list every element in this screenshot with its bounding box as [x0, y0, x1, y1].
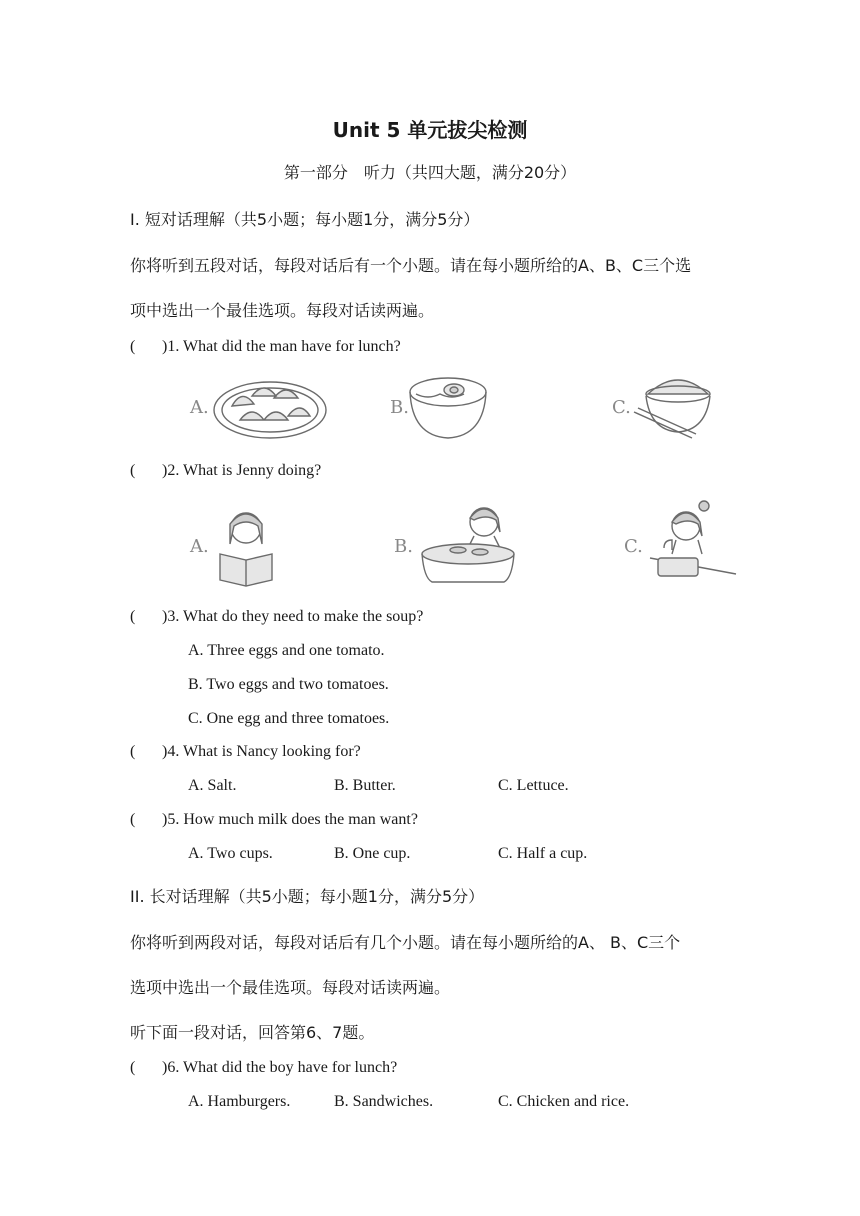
q3-option-a: A. Three eggs and one tomato. [188, 642, 385, 659]
q6-option-c: C. Chicken and rice. [498, 1093, 630, 1110]
answer-blank-open[interactable]: ( [130, 743, 136, 760]
dumplings-plate-icon [212, 376, 332, 442]
q5-option-a: A. Two cups. [188, 845, 273, 862]
rice-bowl-chopsticks-icon [634, 372, 724, 442]
q3-option-b: B. Two eggs and two tomatoes. [188, 676, 389, 693]
question-1-text: 1. What did the man have for lunch? [167, 338, 401, 355]
answer-blank-close: ) [162, 608, 168, 625]
section-2-instruction-line-2: 选项中选出一个最佳选项。每段对话读两遍。 [130, 978, 451, 997]
section-1-instruction-line-1: 你将听到五段对话，每段对话后有一个小题。请在每小题所给的A、B、C三个选 [130, 256, 692, 275]
answer-blank-open[interactable]: ( [130, 1059, 136, 1076]
part-subtitle: 第一部分 听力（共四大题，满分20分） [283, 163, 577, 182]
q5-option-c: C. Half a cup. [498, 845, 588, 862]
q6-option-a: A. Hamburgers. [188, 1093, 291, 1110]
question-1 [130, 338, 401, 356]
question-4 [130, 743, 361, 761]
q2-option-b-label: B. [394, 536, 413, 557]
question-2-text: 2. What is Jenny doing? [167, 462, 322, 479]
answer-blank-close: ) [162, 811, 168, 828]
section-2-instruction-line-1: 你将听到两段对话，每段对话后有几个小题。请在每小题所给的A、 B、C三个 [130, 933, 681, 952]
q3-option-c: C. One egg and three tomatoes. [188, 710, 390, 727]
q5-option-b: B. One cup. [334, 845, 411, 862]
q1-option-a-label: A. [190, 397, 209, 418]
answer-blank-close: ) [162, 1059, 168, 1076]
q1-option-b-label: B. [390, 397, 409, 418]
noodle-egg-bowl-icon [408, 372, 488, 442]
question-3 [130, 608, 423, 626]
answer-blank-close: ) [162, 743, 168, 760]
q4-option-a: A. Salt. [188, 777, 237, 794]
question-6 [130, 1059, 397, 1077]
question-2 [130, 462, 321, 480]
q6-option-b: B. Sandwiches. [334, 1093, 434, 1110]
answer-blank-close: ) [162, 338, 168, 355]
girl-reading-icon [214, 506, 278, 586]
q4-option-c: C. Lettuce. [498, 777, 569, 794]
page-title: Unit 5 单元拔尖检测 [332, 118, 528, 142]
section-2-sub-instruction: 听下面一段对话，回答第6、7题。 [130, 1023, 375, 1042]
question-4-text: 4. What is Nancy looking for? [167, 743, 361, 760]
section-1-heading: I. 短对话理解（共5小题；每小题1分，满分5分） [130, 210, 480, 229]
q4-option-b: B. Butter. [334, 777, 396, 794]
answer-blank-open[interactable]: ( [130, 811, 136, 828]
section-1-instruction-line-2: 项中选出一个最佳选项。每段对话读两遍。 [130, 301, 435, 320]
q2-option-a-label: A. [190, 536, 209, 557]
answer-blank-open[interactable]: ( [130, 338, 136, 355]
girl-washing-dishes-icon [650, 496, 740, 588]
section-2-heading: II. 长对话理解（共5小题；每小题1分，满分5分） [130, 887, 485, 906]
girl-eating-icon [418, 500, 522, 586]
q2-option-c-label: C. [624, 536, 643, 557]
answer-blank-open[interactable]: ( [130, 608, 136, 625]
question-6-text: 6. What did the boy have for lunch? [167, 1059, 398, 1076]
question-3-text: 3. What do they need to make the soup? [167, 608, 424, 625]
answer-blank-open[interactable]: ( [130, 462, 136, 479]
answer-blank-close: ) [162, 462, 168, 479]
question-5 [130, 811, 418, 829]
q1-option-c-label: C. [612, 397, 631, 418]
question-5-text: 5. How much milk does the man want? [167, 811, 418, 828]
